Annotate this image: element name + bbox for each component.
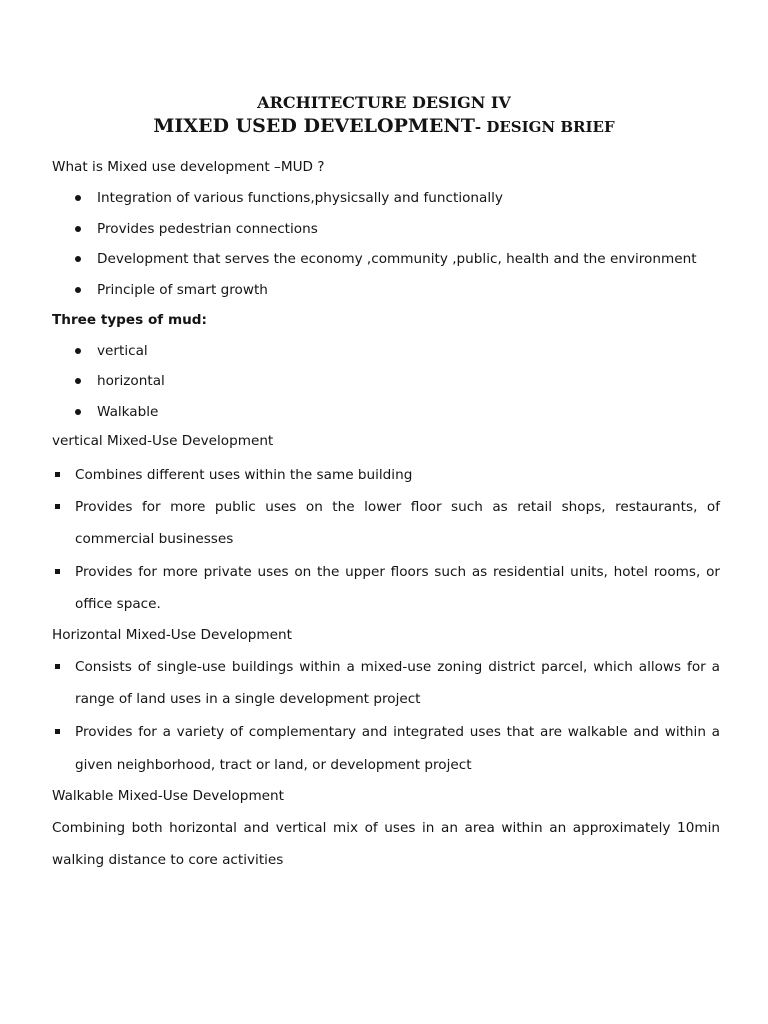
bullet-dot bbox=[75, 409, 81, 415]
bullet-dot bbox=[75, 226, 81, 232]
type-item: horizontal bbox=[97, 373, 165, 389]
bullet-square bbox=[55, 569, 60, 574]
walkable-heading: Walkable Mixed-Use Development bbox=[52, 788, 284, 804]
vertical-item: Provides for more public uses on the lower floor such as retail shops, restaurants, of bbox=[75, 499, 720, 515]
walkable-text-continuation: walking distance to core activities bbox=[52, 852, 284, 868]
bullet-square bbox=[55, 504, 60, 509]
types-heading: Three types of mud: bbox=[52, 312, 207, 328]
title-suffix: - DESIGN BRIEF bbox=[474, 118, 615, 136]
bullet-square bbox=[55, 472, 60, 477]
vertical-item-continuation: commercial businesses bbox=[75, 531, 234, 547]
bullet-dot bbox=[75, 378, 81, 384]
horizontal-item: Provides for a variety of complementary and integrated uses that are walkable and within a bbox=[75, 724, 720, 740]
intro-bullet: Development that serves the economy ,community ,public, health and the environment bbox=[97, 251, 697, 267]
vertical-item: Provides for more private uses on the upper floors such as residential units, hotel rooms, or bbox=[75, 564, 720, 580]
bullet-square bbox=[55, 664, 60, 669]
horizontal-item-continuation: given neighborhood, tract or land, or development project bbox=[75, 757, 472, 773]
walkable-text: Combining both horizontal and vertical mix of uses in an area within an approximately 10min bbox=[52, 820, 720, 836]
course-title: ARCHITECTURE DESIGN IV bbox=[257, 93, 511, 112]
bullet-dot bbox=[75, 256, 81, 262]
horizontal-heading: Horizontal Mixed-Use Development bbox=[52, 627, 292, 643]
bullet-dot bbox=[75, 287, 81, 293]
intro-bullet: Integration of various functions,physicsally and functionally bbox=[97, 190, 503, 206]
horizontal-item: Consists of single-use buildings within a mixed-use zoning district parcel, which allows for a bbox=[75, 659, 720, 675]
horizontal-item-continuation: range of land uses in a single development project bbox=[75, 691, 421, 707]
vertical-heading: vertical Mixed-Use Development bbox=[52, 433, 274, 449]
intro-bullet: Principle of smart growth bbox=[97, 282, 268, 298]
vertical-item: Combines different uses within the same building bbox=[75, 467, 413, 483]
bullet-square bbox=[55, 729, 60, 734]
document-title bbox=[0, 115, 768, 137]
bullet-dot bbox=[75, 348, 81, 354]
vertical-item-continuation: office space. bbox=[75, 596, 161, 612]
bullet-dot bbox=[75, 195, 81, 201]
intro-question: What is Mixed use development –MUD ? bbox=[52, 159, 325, 175]
intro-bullet: Provides pedestrian connections bbox=[97, 221, 318, 237]
main-title: MIXED USED DEVELOPMENT bbox=[153, 115, 475, 137]
type-item: Walkable bbox=[97, 404, 159, 420]
type-item: vertical bbox=[97, 343, 148, 359]
